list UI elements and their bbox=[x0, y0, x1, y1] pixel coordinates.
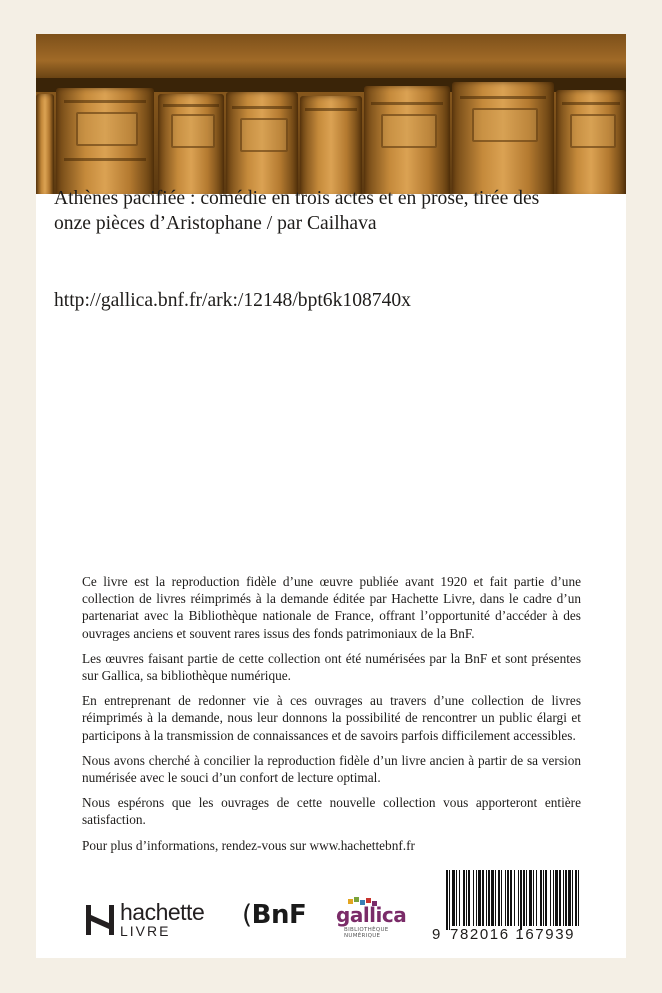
barcode-bar bbox=[529, 870, 532, 926]
back-cover bbox=[36, 34, 626, 958]
barcode-bar bbox=[468, 870, 470, 926]
barcode-bar bbox=[545, 870, 547, 926]
barcode-bar bbox=[473, 870, 474, 926]
barcode-bar bbox=[523, 870, 525, 926]
book-spine bbox=[300, 96, 362, 194]
barcode-bar bbox=[563, 870, 564, 926]
gallica-sub bbox=[344, 927, 389, 939]
notice-paragraph: En entreprenant de redonner vie à ces ouvrages au travers d’une collection de livres réimprimés à la demande, nous leur donnons la possibilité de rencontrer un public élargi et participons à la transmission de connaissances et de savoirs parfois difficilement accessibles. bbox=[82, 693, 581, 743]
barcode-bar bbox=[501, 870, 502, 926]
barcode-bar bbox=[568, 870, 571, 926]
isbn-barcode bbox=[432, 866, 584, 946]
book-spine bbox=[226, 92, 298, 194]
barcode-bar bbox=[559, 870, 561, 926]
notice-paragraph: Pour plus d’informations, rendez-vous sur www.hachettebnf.fr bbox=[82, 837, 415, 853]
barcode-bar bbox=[486, 870, 487, 926]
barcode-bar bbox=[505, 870, 506, 926]
shelf-top bbox=[36, 34, 626, 78]
book-spine bbox=[556, 90, 626, 194]
notice-paragraph: Les œuvres faisant partie de cette collection ont été numérisées par la BnF et sont présentes sur Gallica, sa bibliothèque numérique. bbox=[82, 650, 581, 684]
gallica-link[interactable]: http://gallica.bnf.fr/ark:/12148/bpt6k108740x bbox=[54, 290, 411, 311]
barcode-bar bbox=[575, 870, 577, 926]
hachette-name: hachette bbox=[120, 899, 205, 925]
hachette-h-icon bbox=[84, 903, 116, 937]
notice-paragraph: Ce livre est la reproduction fidèle d’une œuvre publiée avant 1920 et fait partie d’une collection de livres réimprimés à la demande éditée par Hachette Livre, dans le cadre d’un partenariat avec la Bibliothèque nationale de France, offrant l’opportunité d’accéder à des ouvrages anciens et souvent rares issus des fonds patrimoniaux de la BnF. bbox=[82, 574, 581, 641]
barcode-bar bbox=[478, 870, 481, 926]
barcode-bar bbox=[449, 870, 450, 930]
barcode-bar bbox=[507, 870, 509, 926]
bnf-bracket-icon: ( bbox=[242, 900, 252, 930]
barcode-bar bbox=[520, 870, 522, 930]
barcode-bar bbox=[550, 870, 551, 926]
barcode-bar bbox=[526, 870, 527, 926]
gallica-logo bbox=[336, 897, 408, 941]
barcode-bar bbox=[463, 870, 465, 926]
hachette-sub: LIVRE bbox=[120, 923, 171, 939]
barcode-bar bbox=[452, 870, 455, 926]
gallica-name: gallica bbox=[336, 903, 407, 927]
book-spine bbox=[452, 82, 554, 194]
book-title: Athènes pacifiée : comédie en trois actes et en prose, tirée des onze pièces d’Aristophane / par Cailhava bbox=[54, 188, 540, 234]
bnf-logo bbox=[242, 900, 306, 930]
book-spine bbox=[158, 94, 224, 194]
barcode-bar bbox=[456, 870, 457, 926]
publisher-notice bbox=[82, 573, 581, 862]
barcode-bars-icon bbox=[446, 870, 582, 930]
barcode-bar bbox=[540, 870, 542, 926]
book-spine bbox=[36, 94, 54, 194]
barcode-bar bbox=[488, 870, 490, 926]
book-spine bbox=[56, 88, 154, 194]
barcode-bar bbox=[459, 870, 460, 926]
barcode-bar bbox=[482, 870, 484, 926]
barcode-bar bbox=[572, 870, 573, 926]
barcode-bar bbox=[553, 870, 554, 926]
book-spine bbox=[364, 86, 450, 194]
barcode-bar bbox=[555, 870, 558, 926]
barcode-bar bbox=[491, 870, 494, 926]
barcode-bar bbox=[476, 870, 477, 926]
barcode-bar bbox=[446, 870, 448, 930]
notice-paragraph: Nous avons cherché à concilier la reproduction fidèle d’un livre ancien à partir de sa version numérisée avec le souci d’un confort de lecture optimal. bbox=[82, 752, 581, 786]
bookshelf-banner-image bbox=[36, 34, 626, 194]
gallica-sub-line: NUMÉRIQUE bbox=[344, 933, 381, 939]
notice-paragraph: Nous espérons que les ouvrages de cette nouvelle collection vous apporteront entière satisfaction. bbox=[82, 795, 581, 828]
barcode-bar bbox=[543, 870, 544, 926]
barcode-bar bbox=[578, 870, 579, 926]
barcode-bar bbox=[495, 870, 496, 926]
isbn-digits: 782016 167939 bbox=[450, 926, 576, 943]
hachette-livre-logo bbox=[84, 900, 224, 940]
bnf-text: BnF bbox=[251, 900, 307, 930]
barcode-bar bbox=[533, 870, 534, 926]
barcode-bar bbox=[536, 870, 537, 926]
barcode-bar bbox=[498, 870, 500, 926]
barcode-bar bbox=[565, 870, 567, 926]
barcode-bar bbox=[466, 870, 467, 926]
gallica-sub-line: BIBLIOTHÈQUE bbox=[344, 927, 389, 933]
barcode-bar bbox=[514, 870, 515, 926]
isbn-first-digit: 9 bbox=[432, 926, 441, 943]
barcode-bar bbox=[510, 870, 512, 926]
barcode-bar bbox=[518, 870, 519, 926]
